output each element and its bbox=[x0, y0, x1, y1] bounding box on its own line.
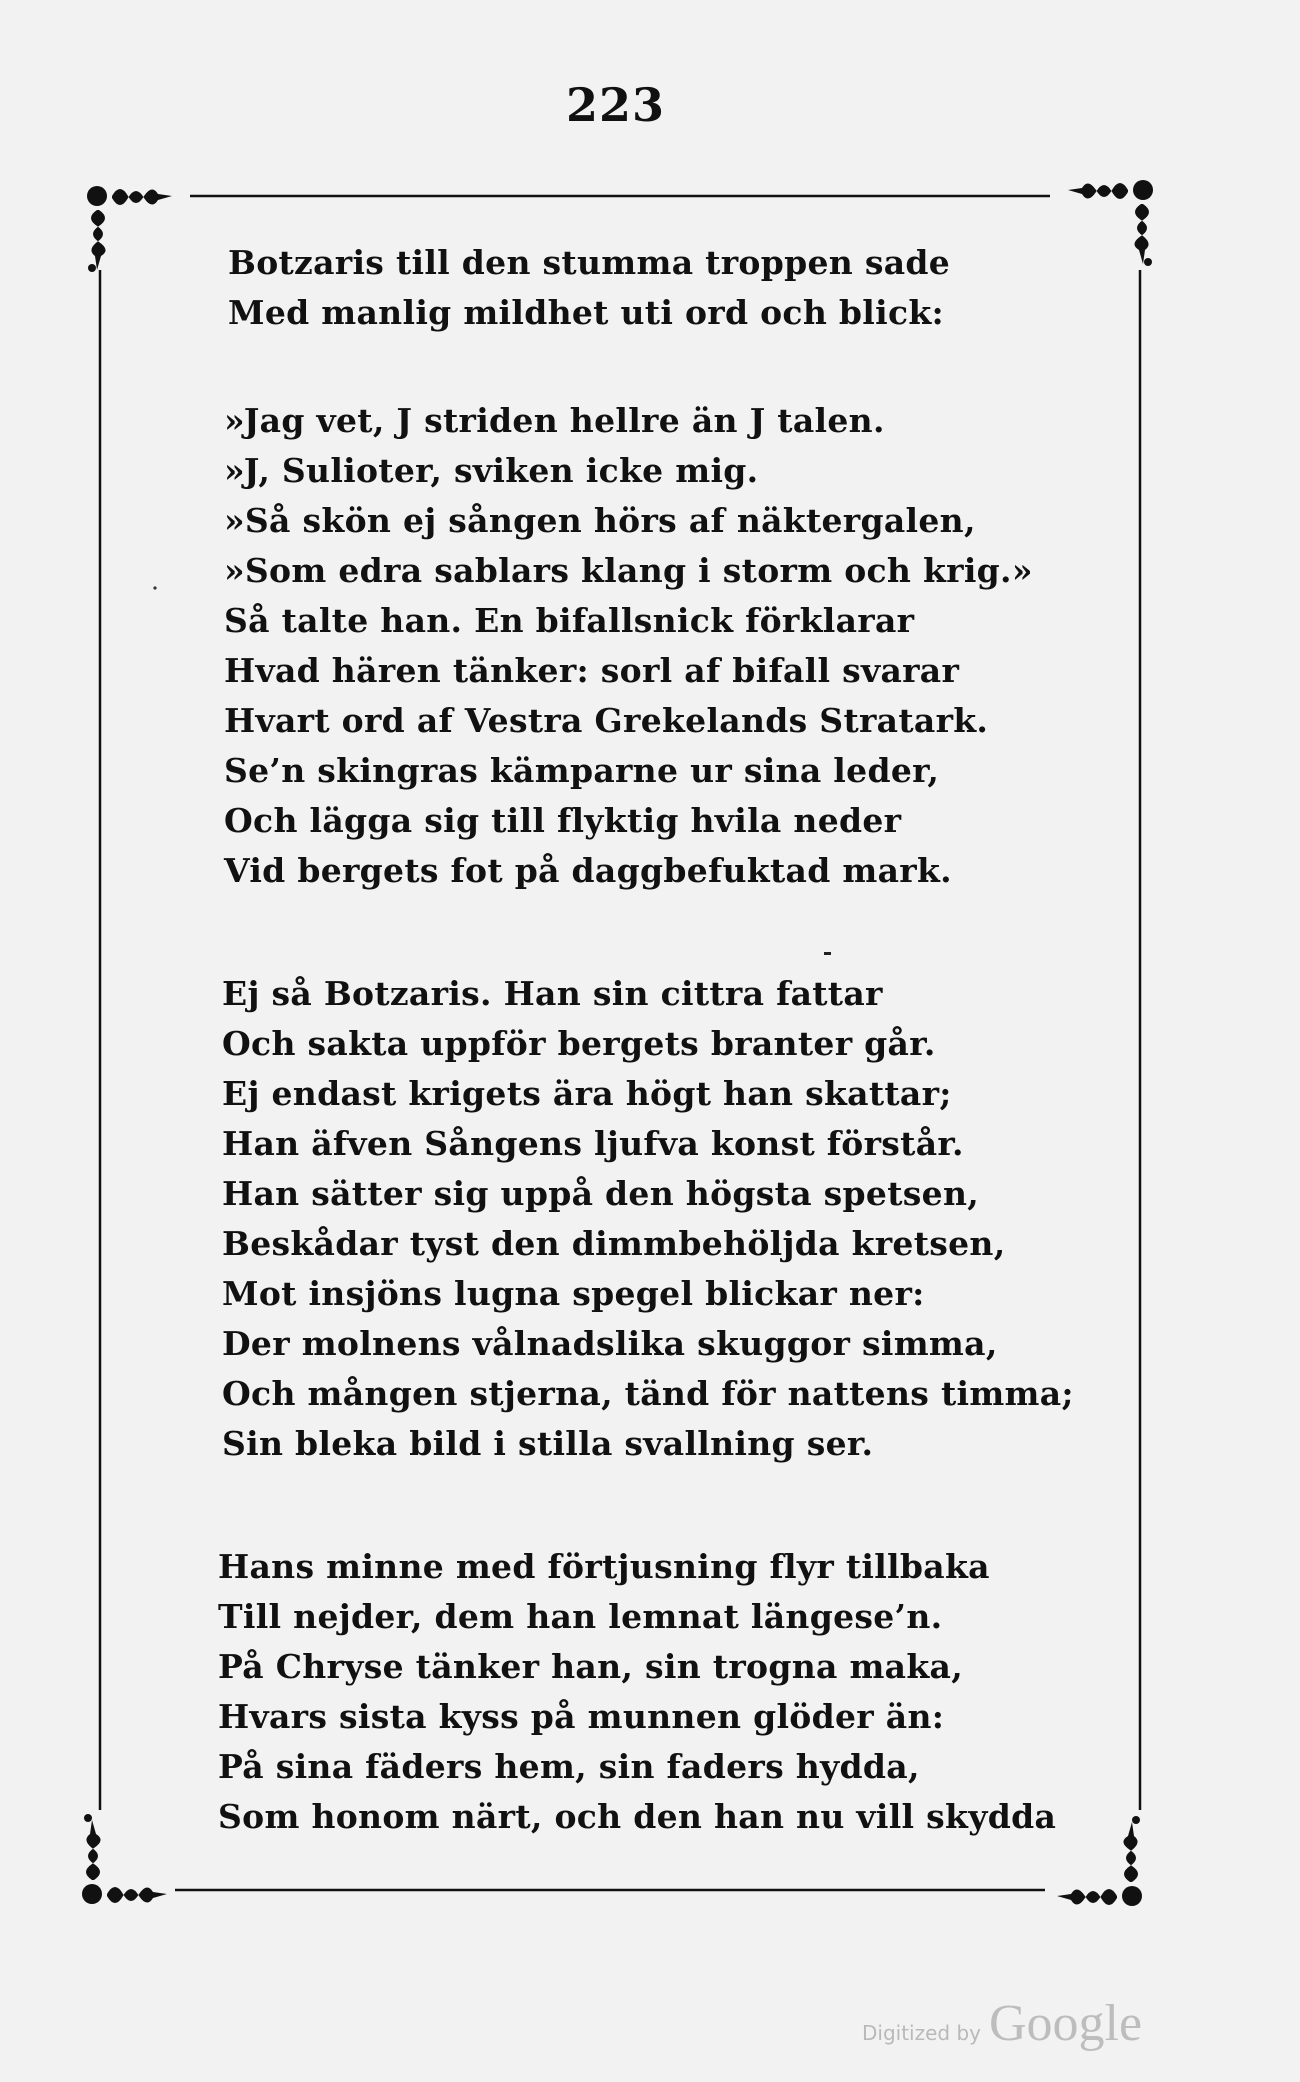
poem-line: Som honom närt, och den han nu vill skydda bbox=[218, 1797, 1057, 1836]
poem-line: Hvad hären tänker: sorl af bifall svarar bbox=[224, 651, 960, 690]
watermark-prefix: Digitized by bbox=[862, 2021, 981, 2045]
poem-line: Hvart ord af Vestra Grekelands Stratark. bbox=[224, 701, 989, 740]
poem-line: »Så skön ej sången hörs af näktergalen, bbox=[224, 501, 976, 540]
poem-line: Och sakta uppför bergets branter går. bbox=[222, 1024, 936, 1063]
poem-line: Ej så Botzaris. Han sin cittra fattar bbox=[222, 974, 883, 1013]
poem-line: På Chryse tänker han, sin trogna maka, bbox=[218, 1647, 963, 1686]
poem-line: Med manlig mildhet uti ord och blick: bbox=[228, 293, 944, 332]
poem-line: Sin bleka bild i stilla svallning ser. bbox=[222, 1424, 874, 1463]
poem-line: Hans minne med förtjusning flyr tillbaka bbox=[218, 1547, 990, 1586]
poem-line: Han äfven Sångens ljufva konst förstår. bbox=[222, 1124, 964, 1163]
poem-line: Så talte han. En bifallsnick förklarar bbox=[224, 601, 915, 640]
poem-line: På sina fäders hem, sin faders hydda, bbox=[218, 1747, 920, 1786]
poem-line: Vid bergets fot på daggbefuktad mark. bbox=[224, 851, 952, 890]
poem-line: Och mången stjerna, tänd för nattens timma; bbox=[222, 1374, 1074, 1413]
watermark-brand: Google bbox=[989, 1995, 1143, 2052]
poem-line: Se’n skingras kämparne ur sina leder, bbox=[224, 751, 940, 790]
poem-line: Och lägga sig till flyktig hvila neder bbox=[224, 801, 902, 840]
poem-line: Till nejder, dem han lemnat längese’n. bbox=[218, 1597, 943, 1636]
poem-line: Der molnens vålnadslika skuggor simma, bbox=[222, 1324, 998, 1363]
poem-line: Ej endast krigets ära högt han skattar; bbox=[222, 1074, 952, 1113]
digitized-by-watermark bbox=[862, 1994, 1142, 2053]
poem-line: Hvars sista kyss på munnen glöder än: bbox=[218, 1697, 945, 1736]
poem-line: Botzaris till den stumma troppen sade bbox=[228, 243, 951, 282]
poem-line: »Jag vet, J striden hellre än J talen. bbox=[224, 401, 885, 440]
page-number: 223 bbox=[565, 78, 666, 132]
poem-line: Mot insjöns lugna spegel blickar ner: bbox=[222, 1274, 925, 1313]
poem-line: Han sätter sig uppå den högsta spetsen, bbox=[222, 1174, 980, 1213]
poem-line: »J, Sulioter, sviken icke mig. bbox=[224, 451, 759, 490]
poem-line: »Som edra sablars klang i storm och krig.» bbox=[224, 551, 1033, 590]
poem-line: Beskådar tyst den dimmbehöljda kretsen, bbox=[222, 1224, 1006, 1263]
